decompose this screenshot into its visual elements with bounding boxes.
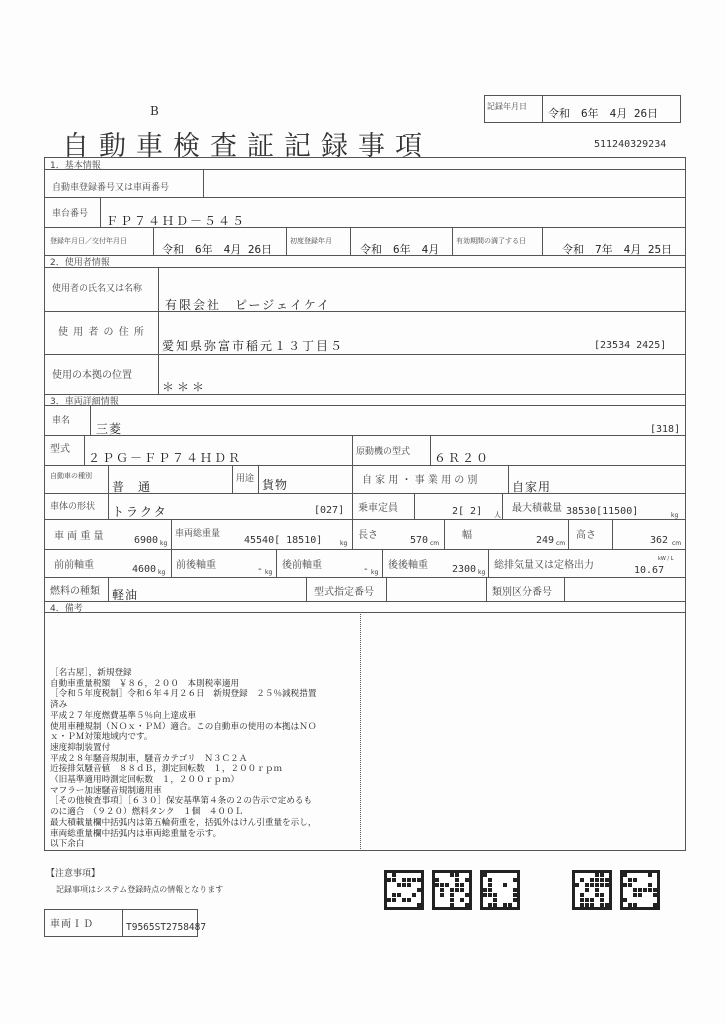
qr-code	[572, 870, 612, 910]
rr-axle-label: 後後軸重	[388, 560, 428, 571]
base-location-label: 使用の本拠の位置	[52, 370, 132, 381]
height-unit: cm	[672, 540, 682, 547]
make-code: [318]	[650, 424, 681, 435]
capacity-value: 2[ 2]	[452, 506, 483, 517]
fr-axle-unit: kg	[265, 569, 273, 576]
engine-value: ６Ｒ２０	[434, 451, 491, 465]
expiry-label: 有効期間の満了する日	[456, 237, 526, 245]
first-reg-value: 令和 6年 4月	[360, 243, 440, 256]
make-label: 車名	[52, 416, 71, 426]
vehicle-id-value: T9565ST2758487	[126, 922, 207, 933]
category-label: 類別区分番号	[492, 587, 552, 598]
rf-axle-unit: kg	[371, 569, 379, 576]
document-number: 511240329234	[594, 139, 667, 150]
width-unit: cm	[556, 540, 566, 547]
qr-code	[620, 870, 660, 910]
private-label: 自 家 用 ・ 事 業 用 の 別	[362, 475, 478, 486]
ff-axle-value: 4600	[132, 564, 157, 575]
user-address-code: [23534 2425]	[594, 340, 667, 351]
expiry-value: 令和 7年 4月 25日	[562, 243, 673, 256]
model-label: 型式	[50, 444, 70, 455]
qr-code	[480, 870, 520, 910]
make-value: 三菱	[96, 422, 123, 436]
record-date-value: 令和 6年 4月 26日	[548, 107, 659, 120]
displacement-label: 総排気量又は定格出力	[494, 560, 594, 571]
remarks-divider	[360, 612, 361, 851]
chassis-value: ＦＰ７４ＨＤ－５４５	[106, 214, 247, 228]
gross-value: 45540[ 18510]	[244, 535, 323, 546]
shape-value: トラクタ	[112, 505, 168, 519]
qr-code	[384, 870, 424, 910]
shape-label: 車体の形状	[50, 502, 96, 512]
gross-unit: kg	[340, 540, 348, 547]
fr-axle-value: -	[258, 564, 262, 575]
section-basic: 1．基本情報	[50, 161, 101, 171]
base-location-value: ＊＊＊	[162, 380, 208, 394]
reg-date-label: 登録年月日／交付年月日	[50, 237, 127, 245]
displacement-value: 10.67	[634, 565, 665, 576]
engine-label: 原動機の型式	[356, 447, 411, 457]
weight-value: 6900	[134, 535, 159, 546]
private-value: 自家用	[512, 480, 552, 494]
fuel-value: 軽油	[112, 588, 139, 602]
ff-axle-label: 前前軸重	[54, 560, 94, 571]
user-name-label: 使用者の氏名又は名称	[52, 284, 143, 294]
rr-axle-value: 2300	[452, 564, 477, 575]
designation-label: 型式指定番号	[314, 587, 374, 598]
header-mark: B	[150, 104, 159, 118]
vehicle-id-label: 車両ＩＤ	[50, 919, 94, 930]
max-load-value: 38530[11500]	[566, 506, 639, 517]
weight-unit: kg	[160, 540, 168, 547]
max-load-unit: kg	[671, 512, 679, 519]
gross-label: 車両総重量	[175, 529, 221, 539]
notes-title: 【注意事項】	[46, 869, 101, 879]
section-user: 2．使用者情報	[50, 258, 110, 268]
user-address-value: 愛知県弥富市稲元１３丁目５	[162, 339, 345, 353]
height-value: 362	[650, 535, 669, 546]
notes-text: 記録事項はシステム登録時点の情報となります	[56, 885, 224, 894]
height-label: 高さ	[576, 530, 596, 541]
use-value: 貨物	[262, 478, 289, 492]
reg-number-label: 自動車登録番号又は車両番号	[52, 183, 170, 193]
user-address-label: 使 用 者 の 住 所	[58, 327, 145, 338]
model-value: ２ＰＧ－ＦＰ７４ＨＤＲ	[88, 451, 243, 465]
rf-axle-value: -	[364, 564, 368, 575]
rr-axle-unit: kg	[478, 569, 486, 576]
length-unit: cm	[430, 540, 440, 547]
first-reg-label: 初度登録年月	[290, 237, 332, 245]
capacity-unit: 人	[494, 511, 501, 519]
chassis-label: 車台番号	[52, 209, 89, 219]
length-label: 長さ	[358, 530, 378, 541]
type-label: 自動車の種別	[50, 472, 92, 480]
use-label: 用途	[236, 474, 255, 484]
section-remarks: 4．備考	[50, 604, 83, 614]
record-date-label: 記録年月日	[487, 102, 527, 111]
remarks-text: ［名古屋］，新規登録 自動車重量税額 ￥８６，２００ 本則税率適用 ［令和５年度税制］令和６年４月２６日 新規登録 ２５％減税措置 済み 平成２７年度燃費基準５％向上達成車 使用車種規制（ＮＯｘ・ＰＭ）適合。この自動車の使用の本拠はＮＯ ｘ・ＰＭ対策地域内です。 速度抑制装置付 平成２８年騒音規制車，騒音カテゴリ Ｎ３Ｃ２Ａ 近接排気騒音値 ８８ｄＢ，測定回転数 １，２００ｒｐｍ （旧基準適用時測定回転数 １，２００ｒｐｍ） マフラー加速騒音規制適用車 ［その他検査事項］［６３０］保安基準第４条の２の告示で定めるも のに適合 （９２０）燃料タンク １個 ４００Ｌ 最大積載量欄中括弧内は第五輪荷重を，括弧外はけん引重量を示し， 車両総重量欄中括弧内は車両総重量を示す。 以下余白	[50, 668, 317, 850]
width-value: 249	[536, 535, 555, 546]
max-load-label: 最大積載量	[512, 503, 562, 514]
shape-code: [027]	[314, 505, 345, 516]
type-value: 普 通	[112, 480, 152, 494]
document-title: 自動車検査証記録事項	[62, 131, 432, 162]
width-label: 幅	[462, 530, 472, 541]
user-name-value: 有限会社 ピージェイケイ	[165, 298, 331, 312]
displacement-unit: kW / L	[658, 556, 674, 562]
qr-code	[432, 870, 472, 910]
fr-axle-label: 前後軸重	[176, 560, 216, 571]
reg-date-value: 令和 6年 4月 26日	[162, 243, 273, 256]
capacity-label: 乗車定員	[358, 503, 398, 514]
length-value: 570	[410, 535, 429, 546]
ff-axle-unit: kg	[158, 569, 166, 576]
section-vehicle: 3．車両詳細情報	[50, 397, 119, 407]
fuel-label: 燃料の種類	[50, 586, 100, 597]
weight-label: 車 両 重 量	[54, 531, 104, 542]
rf-axle-label: 後前軸重	[282, 560, 322, 571]
